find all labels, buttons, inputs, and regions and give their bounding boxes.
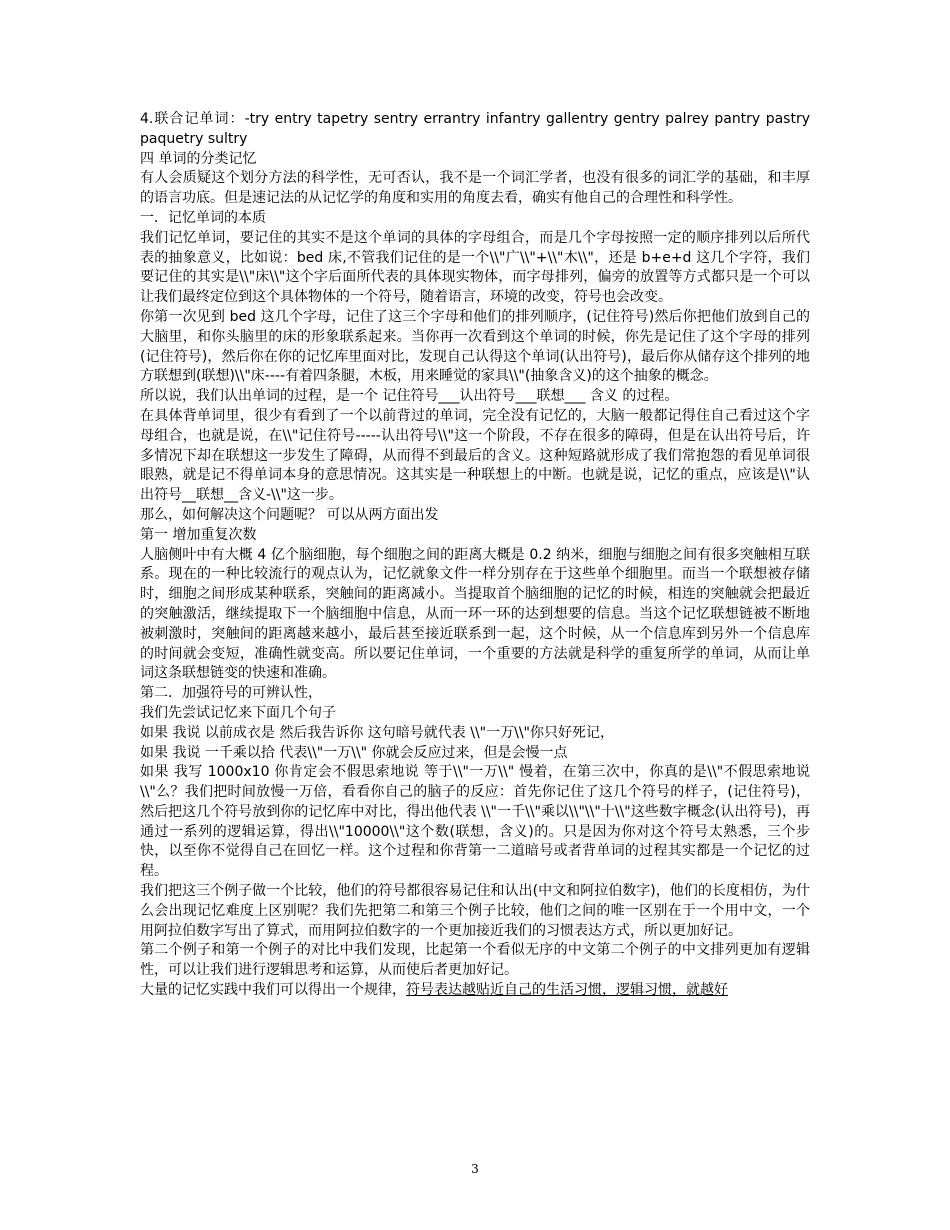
- heading-section-four: 四 单词的分类记忆: [140, 150, 257, 167]
- paragraph-example-three: 如果 我写 1000x10 你肯定会不假思索地说 等于\\"一万\\" 慢着，在第三次中，你真的是\\"不假思索地说\\"么？我们把时间放慢一万倍，看看你自己的脑子的反应：首先你记住了这几个符号的样子，(记住符号)，然后把这几个符号放到你的记忆库中对比，得出他代表 \\"一千\\"乘以\\"\\"十\\"这些数字概念(认出符号)，再通过一系列的逻辑运算，得出\\"10000\\"这个数(联想，含义)的。只是因为你对这个符号太熟悉，三个步快，以至你不觉得自己在回忆一样。这个过程和你背第一二道暗号或者背单词的过程其实都是一个记忆的过程。: [140, 764, 810, 880]
- paragraph-obstacle: 在具体背单词里，很少有看到了一个以前背过的单词，完全没有记忆的，大脑一般都记得住自己看过这个字母组合，也就是说，在\\"记住符号-----认出符号\\"这一个阶段，不存在很多的障碍，但是在认出符号后，许多情况下却在联想这一步发生了障碍，从而得不到最后的含义。这种短路就形成了我们常抱怨的看见单词很眼熟，就是记不得单词本身的意思情况。这其实是一种联想上的中断。也就是说，记忆的重点，应该是\\"认出符号__联想__含义-\\"这一步。: [140, 407, 810, 504]
- paragraph-solution: 那么，如何解决这个问题呢？ 可以从两方面出发: [140, 506, 439, 523]
- paragraph-essence: 我们记忆单词，要记住的其实不是这个单词的具体的字母组合，而是几个字母按照一定的顺序排列以后所代表的抽象意义，比如说：bed 床,不管我们记住的是一个\\"广\\"+\\"木\\"，还是 b+e+d 这几个字符，我们要记住的其实是\\"床\\"这个字后面所代表的具体现实物体，而字母排列，偏旁的放置等方式都只是一个可以让我们最终定位到这个具体物体的一个符号，随着语言，环境的改变，符号也会改变。: [140, 229, 810, 306]
- heading-first-method: 第一 增加重复次数: [140, 526, 257, 543]
- paragraph-comparison: 我们把这三个例子做一个比较，他们的符号都很容易记住和认出(中文和阿拉伯数字)，他们的长度相仿，为什么会出现记忆难度上区别呢？我们先把第二和第三个例子比较，他们之间的唯一区别在于一个用中文，一个用阿拉伯数字写出了算式，而用阿拉伯数字的一个更加接近我们的习惯表达方式，所以更加好记。: [140, 883, 810, 939]
- document-body: [140, 110, 810, 1001]
- page-number: 3: [471, 1162, 479, 1176]
- paragraph-logic: 第二个例子和第一个例子的对比中我们发现，比起第一个看似无序的中文第二个例子的中文排列更加有逻辑性，可以让我们进行逻辑思考和运算，从而使后者更加好记。: [140, 942, 810, 979]
- paragraph-example-one: 如果 我说 以前成衣是 然后我告诉你 这句暗号就代表 \\"一万\\"你只好死记，: [140, 724, 614, 741]
- paragraph-example-two: 如果 我说 一千乘以拾 代表\\"一万\\" 你就会反应过来，但是会慢一点: [140, 744, 568, 761]
- paragraph-rule: [140, 981, 810, 1001]
- paragraph-try-sentences: 我们先尝试记忆来下面几个句子: [140, 704, 336, 721]
- heading-second-method: 第二．加强符号的可辨认性，: [140, 685, 322, 702]
- paragraph-intro: 有人会质疑这个划分方法的科学性，无可否认，我不是一个词汇学者，也没有很多的词汇学的基础，和丰厚的语言功底。但是速记法的从记忆学的角度和实用的角度去看，确实有他自己的合理性和科学性。: [140, 170, 810, 207]
- paragraph-brain-cells: 人脑侧叶中有大概 4 亿个脑细胞，每个细胞之间的距离大概是 0.2 纳米，细胞与细胞之间有很多突触相互联系。现在的一种比较流行的观点认为，记忆就象文件一样分别存在于这些单个细胞里。而当一个联想被存储时，细胞之间形成某种联系，突触间的距离减小。当提取首个脑细胞的记忆的时候，相连的突触就会把最近的突触激活，继续提取下一个脑细胞中信息，从而一环一环的达到想要的信息。当这个记忆联想链被不断地被刺激时，突触间的距离越来越小，最后甚至接近联系到一起，这个时候，从一个信息库到另外一个信息库的时间就会变短，准确性就变高。所以要记住单词，一个重要的方法就是科学的重复所学的单词，从而让单词这条联想链变的快速和准确。: [140, 546, 810, 682]
- paragraph-combined-memorization: 4.联合记单词：-try entry tapetry sentry errantry infantry gallentry gentry palrey pantry pastry paquetry sultry: [140, 111, 810, 147]
- rule-text: 大量的记忆实践中我们可以得出一个规律，: [140, 982, 406, 999]
- paragraph-process: 所以说，我们认出单词的过程，是一个 记住符号___认出符号___联想___ 含义 的过程。: [140, 388, 679, 405]
- heading-essence: 一．记忆单词的本质: [140, 209, 266, 226]
- paragraph-bed-example: 你第一次见到 bed 这几个字母，记住了这三个字母和他们的排列顺序，(记住符号)然后你把他们放到自己的大脑里，和你头脑里的床的形象联系起来。当你再一次看到这个单词的时候，你先是记住了这个字母的排列(记住符号)，然后你在你的记忆库里面对比，发现自己认得这个单词(认出符号)，最后你从储存这个排列的地方联想到(联想)\\"床----有着四条腿，木板，用来睡觉的家具\\"(抽象含义)的这个抽象的概念。: [140, 308, 810, 385]
- rule-underlined-text: 符号表达越贴近自己的生活习惯，逻辑习惯，就越好: [406, 982, 728, 999]
